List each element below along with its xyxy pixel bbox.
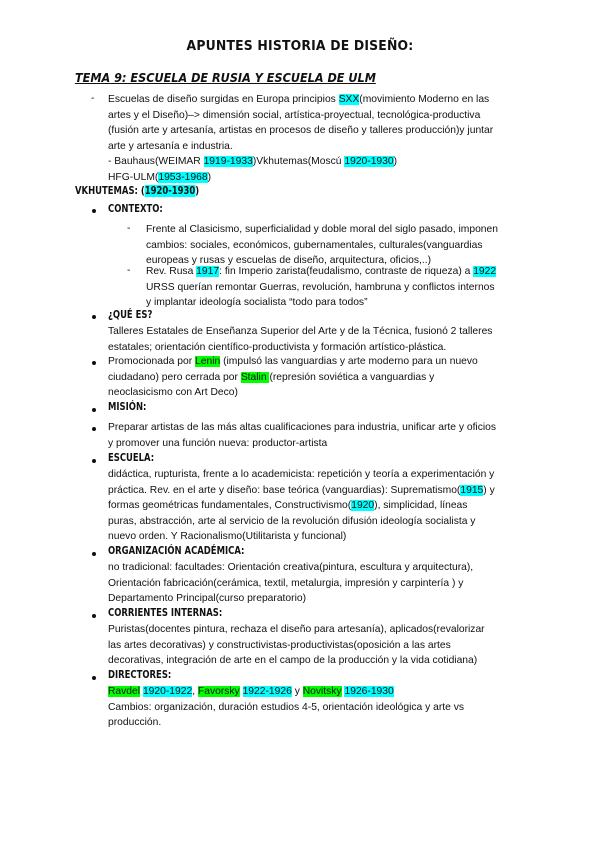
mision-text: Preparar artistas de las más altas cualificaciones para industria, unificar arte y oficios y promover una función nueva: productor-artista [108,422,497,449]
highlight: 1920 [351,500,375,512]
corrientes-text: Puristas(docentes pintura, rechaza el diseño para artesanía), aplicados(revalorizar las artes decorativas) y constructivistas-productivistas(oposición a las artes decorativas, integración de arte en el campo de la producción y la vida cotidiana) [108,624,485,667]
highlight: Favorsky [197,686,240,697]
bullet-marker [92,614,96,618]
corrientes-heading: CORRIENTES INTERNAS: [108,607,223,619]
intro-paragraph: Escuelas de diseño surgidas en Europa principios SXX(movimiento Moderno en las artes y el Diseño)–> dimensión social, artística-proyectual, tecnológica-productiva (fusión arte y artesanía, artistas en procesos de diseño y talleres producción)y juntar arte y artesanía e industria. - Bauhaus(WEIMAR 1919-1933)Vkhutemas(Moscú 1920-1930) HFG-ULM(1953-1968) [108,94,494,183]
que-es-text: Talleres Estatales de Enseñanza Superior del Arte y de la Técnica, fusionó 2 talleres estatales; orientación científico-productivista y formación artístico-plástica. [108,326,493,353]
highlight: Stalin [240,371,270,383]
bullet-marker [92,459,96,463]
bullet-marker [92,315,96,319]
mision-heading: MISIÓN: [108,401,147,413]
contexto-item-2: Rev. Rusa 1917: fin Imperio zarista(feudalismo, contraste de riqueza) a 1922 URSS querían remontar Guerras, revolución, hambruna y conflictos internos y implantar ideología socialista “todo para todos” [146,266,497,309]
highlight: Novitsky [302,686,342,697]
bullet-marker [92,361,96,365]
highlight: 1917 [196,266,220,277]
bullet-marker [92,552,96,556]
escuela-text: didáctica, rupturista, frente a lo academicista: repetición y teoría a experimentación y práctica. Rev. en el arte y diseño: base teórica (vanguardias): Suprematismo(1915) y formas geométricas fundamentales, Constructivismo(1920), simplicidad, líneas puras, abstracción, arte al servicio de la revolución difusión ideología socialista y nuevo orden. Y Racionalismo(Utilitarista y funcional) [108,469,495,543]
section-title: TEMA 9: ESCUELA DE RUSIA Y ESCUELA DE ULM [75,70,376,85]
bullet-marker [92,209,96,213]
bullet-marker [92,408,96,412]
highlight: 1920-1930 [144,185,196,197]
highlight: Lenin [195,356,221,367]
document-title: APUNTES HISTORIA DE DISEÑO: [186,38,414,54]
highlight: 1919-1933 [203,156,253,168]
organizacion-heading: ORGANIZACIÓN ACADÉMICA: [108,545,245,557]
contexto-heading: CONTEXTO: [108,203,163,215]
directores-text: Ravdel 1920-1922, Favorsky 1922-1926 y Novitsky 1926-1930 Cambios: organización, duración estudios 4-5, orientación ideológica y arte vs producción. [108,686,465,729]
highlight: 1922-1926 [242,686,292,697]
highlight: 1920-1922 [142,686,193,697]
highlight: 1926-1930 [344,686,394,697]
bullet-marker [92,427,96,431]
highlight: 1922 [473,266,497,277]
escuela-heading: ESCUELA: [108,452,155,464]
dash-marker: - [91,93,95,104]
dash-marker: - [127,265,131,276]
highlight: 1953-1968 [158,171,208,183]
vkhutemas-heading: VKHUTEMAS: (1920-1930) [75,185,200,197]
highlight: Ravdel [108,686,141,697]
highlight: 1915 [460,484,484,496]
bullet-marker [92,676,96,680]
highlight: SXX [338,94,360,105]
directores-heading: DIRECTORES: [108,669,172,681]
que-es-heading: ¿QUÉ ES? [108,309,153,321]
que-es-promo: Promocionada por Lenin (impulsó las vanguardias y arte moderno para un nuevo ciudadano) pero cerrada por Stalin (represión soviética a vanguardias y neoclasicismo con Art Deco) [108,356,478,399]
contexto-item-1: Frente al Clasicismo, superficialidad y doble moral del siglo pasado, imponen cambios: sociales, económicos, gubernamentales, culturales(vanguardias europeas y rusas y escuelas de diseño, arquitectura, oficios,..) [146,224,498,267]
highlight: 1920-1930 [344,156,394,168]
dash-marker: - [127,223,131,234]
organizacion-text: no tradicional: facultades: Orientación creativa(pintura, escultura y arquitectura), Orientación fabricación(cerámica, textil, metalurgia, impresión y carpintería ) y Departamento Principal(curso preparatorio) [108,562,474,605]
